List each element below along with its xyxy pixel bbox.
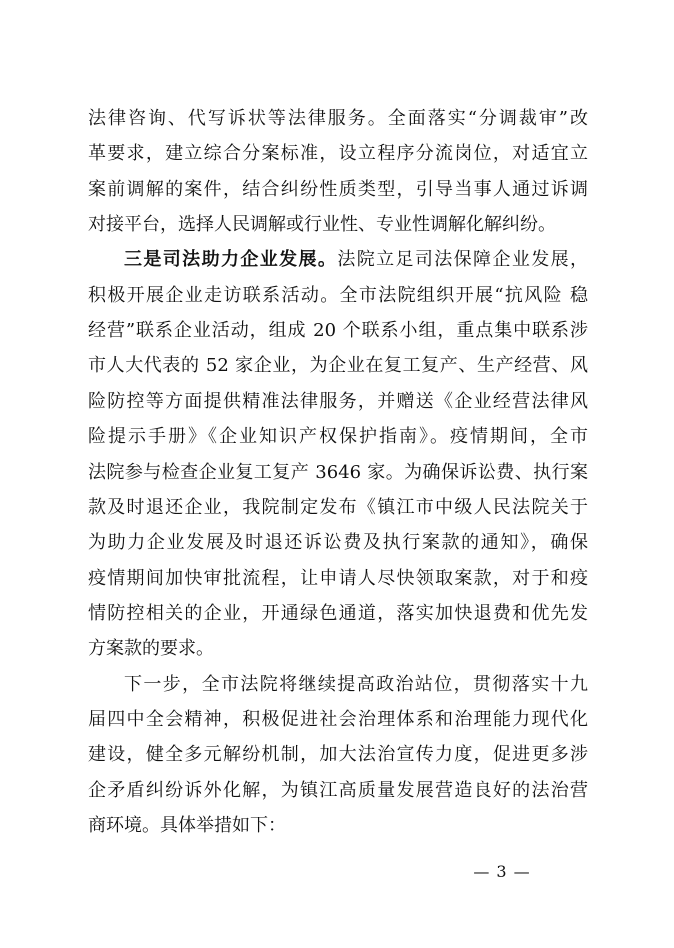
page-number: — 3 —: [473, 862, 531, 881]
paragraph-line: 款及时退还企业，我院制定发布《镇江市中级人民法院关于: [88, 497, 588, 518]
paragraph-line: 法律咨询、代写诉状等法律服务。全面落实“分调裁审”改: [88, 108, 588, 129]
paragraph-line: 企矛盾纠纷诉外化解，为镇江高质量发展营造良好的法治营: [88, 780, 588, 801]
paragraph-line: [124, 248, 588, 272]
paragraph-line: 商环境。具体举措如下：: [88, 815, 286, 836]
paragraph-line: 经营”联系企业活动，组成 20 个联系小组，重点集中联系涉: [88, 320, 588, 341]
section-heading: 三是司法助力企业发展。: [124, 249, 338, 270]
paragraph-text: 法院立足司法保障企业发展，: [337, 249, 589, 270]
paragraph-line: 疫情期间加快审批流程，让申请人尽快领取案款，对于和疫: [88, 568, 588, 589]
paragraph-line: 届四中全会精神，积极促进社会治理体系和治理能力现代化: [88, 709, 588, 730]
paragraph-line: 险提示手册》《企业知识产权保护指南》。疫情期间，全市: [88, 426, 588, 447]
paragraph-line: 为助力企业发展及时退还诉讼费及执行案款的通知》，确保: [88, 532, 588, 553]
paragraph-line: 险防控等方面提供精准法律服务，并赠送《企业经营法律风: [88, 391, 588, 412]
paragraph-line: 市人大代表的 52 家企业，为企业在复工复产、生产经营、风: [88, 355, 588, 376]
paragraph-line: 下一步，全市法院将继续提高政治站位，贯彻落实十九: [124, 674, 588, 695]
paragraph-line: 积极开展企业走访联系活动。全市法院组织开展“抗风险 稳: [88, 285, 588, 306]
paragraph-line: 革要求，建立综合分案标准，设立程序分流岗位，对适宜立: [88, 143, 588, 164]
paragraph-line: 对接平台，选择人民调解或行业性、专业性调解化解纠纷。: [88, 214, 556, 235]
paragraph-line: 方案款的要求。: [88, 638, 214, 659]
paragraph-line: 法院参与检查企业复工复产 3646 家。为确保诉讼费、执行案: [88, 462, 588, 483]
paragraph-line: 情防控相关的企业，开通绿色通道，落实加快退费和优先发: [88, 603, 588, 624]
paragraph-line: 建设，健全多元解纷机制，加大法治宣传力度，促进更多涉: [88, 744, 588, 765]
paragraph-line: 案前调解的案件，结合纠纷性质类型，引导当事人通过诉调: [88, 179, 588, 200]
